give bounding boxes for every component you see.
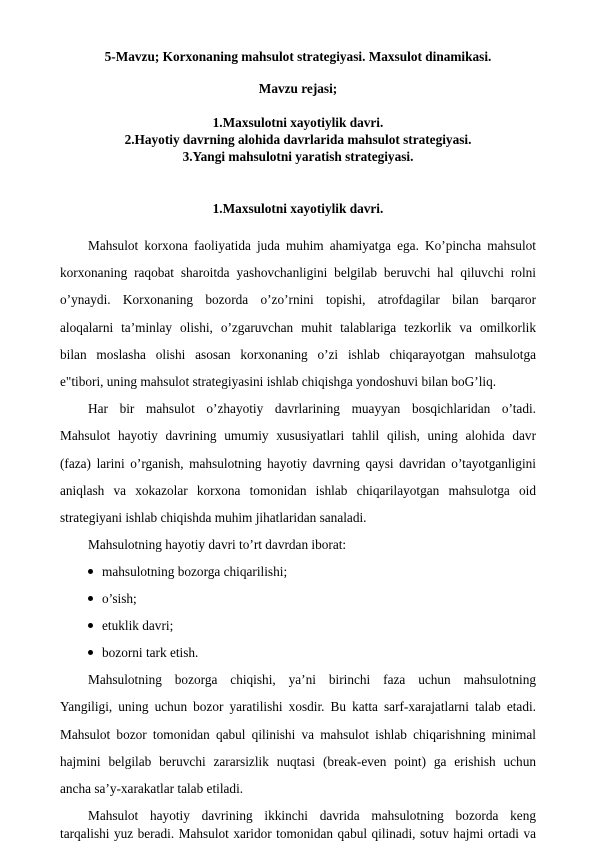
- bullet-item: [88, 591, 137, 607]
- plan-heading: Mavzu rejasi;: [258, 81, 338, 96]
- paragraph-3-line: hajmini belgilab beruvchi zararsizlik nuqtasi (break-even point) ga erishish uchun: [60, 754, 536, 769]
- paragraph-3-line: ancha sa’y-xarakatlar talab etiladi.: [60, 781, 244, 796]
- paragraph-2-line: aniqlash va xokazolar korxona tomonidan ishlab chiqarilayotgan mahsulotga oid: [60, 483, 536, 498]
- paragraph-2-line: Mahsulot hayotiy davrining umumiy xususiyatlari tahlil qilish, uning alohida davr: [60, 428, 536, 443]
- section-heading: 1.Maxsulotni xayotiylik davri.: [212, 201, 384, 216]
- bullet-icon: [88, 569, 93, 574]
- paragraph-2-line: strategiyani ishlab chiqishda muhim jihatlaridan sanaladi.: [60, 510, 367, 525]
- paragraph-2-line: Har bir mahsulot o’zhayotiy davrlarining muayyan bosqichlaridan o’tadi.: [88, 401, 536, 416]
- bullet-text: etuklik davri;: [102, 618, 174, 633]
- paragraph-1-line: bilan moslasha olishi asosan korxonaning o’zi ishlab chiqarayotgan mahsulotga: [60, 347, 536, 362]
- paragraph-3-line: Mahsulotning bozorga chiqishi, ya’ni birinchi faza uchun mahsulotning: [88, 672, 536, 687]
- paragraph-3-line: Mahsulot bozor tomonidan qabul qilinishi va mahsulot ishlab chiqarishning minimal: [60, 727, 536, 742]
- paragraph-3-line: Yangiligi, uning uchun bozor yaratilishi xosdir. Bu katta sarf-xarajatlarni talab etadi.: [60, 699, 536, 714]
- paragraph-1-line: Mahsulot korxona faoliyatida juda muhim ahamiyatga ega. Ko’pincha mahsulot: [88, 238, 536, 253]
- bullet-text: o’sish;: [102, 591, 137, 606]
- bullet-text: mahsulotning bozorga chiqarilishi;: [102, 564, 288, 579]
- bullet-text: bozorni tark etish.: [102, 645, 199, 660]
- paragraph-1-line: aloqalarni ta’minlay olishi, o’zgaruvchan muhit talablariga tezkorlik va omilkorlik: [60, 320, 536, 335]
- plan-item-1: 1.Maxsulotni xayotiylik davri.: [212, 115, 384, 130]
- bullet-icon: [88, 623, 93, 628]
- paragraph-1-line: korxonaning raqobat sharoitda yashovchanligini belgilab beruvchi hal qiluvchi rolni: [60, 265, 536, 280]
- list-intro: Mahsulotning hayotiy davri to’rt davrdan iborat:: [88, 537, 347, 552]
- bullet-item: [88, 645, 198, 661]
- paragraph-2-line: (faza) larini o’rganish, mahsulotning hayotiy davrning qaysi davridan o’tayotganligini: [60, 456, 536, 471]
- bullet-item: [88, 618, 173, 634]
- paragraph-4-line: Mahsulot hayotiy davrining ikkinchi davrida mahsulotning bozorda keng: [88, 808, 536, 823]
- paragraph-1-line: e"tibori, uning mahsulot strategiyasini ishlab chiqishga yondoshuvi bilan boG’liq.: [60, 374, 497, 389]
- bullet-icon: [88, 596, 93, 601]
- bullet-icon: [88, 650, 93, 655]
- plan-item-2: 2.Hayotiy davrning alohida davrlarida mahsulot strategiyasi.: [124, 132, 472, 147]
- paragraph-1-line: o’ynaydi. Korxonaning bozorda o’zo’rnini topishi, atrofdagilar bilan barqaror: [60, 292, 536, 307]
- bullet-item: [88, 564, 287, 580]
- document-title: 5-Mavzu; Korxonaning mahsulot strategiyasi. Maxsulot dinamikasi.: [104, 49, 492, 64]
- plan-item-3: 3.Yangi mahsulotni yaratish strategiyasi.: [182, 149, 414, 164]
- paragraph-4-line: tarqalishi yuz beradi. Mahsulot xaridor tomonidan qabul qilinadi, sotuv hajmi ortadi va: [60, 826, 536, 841]
